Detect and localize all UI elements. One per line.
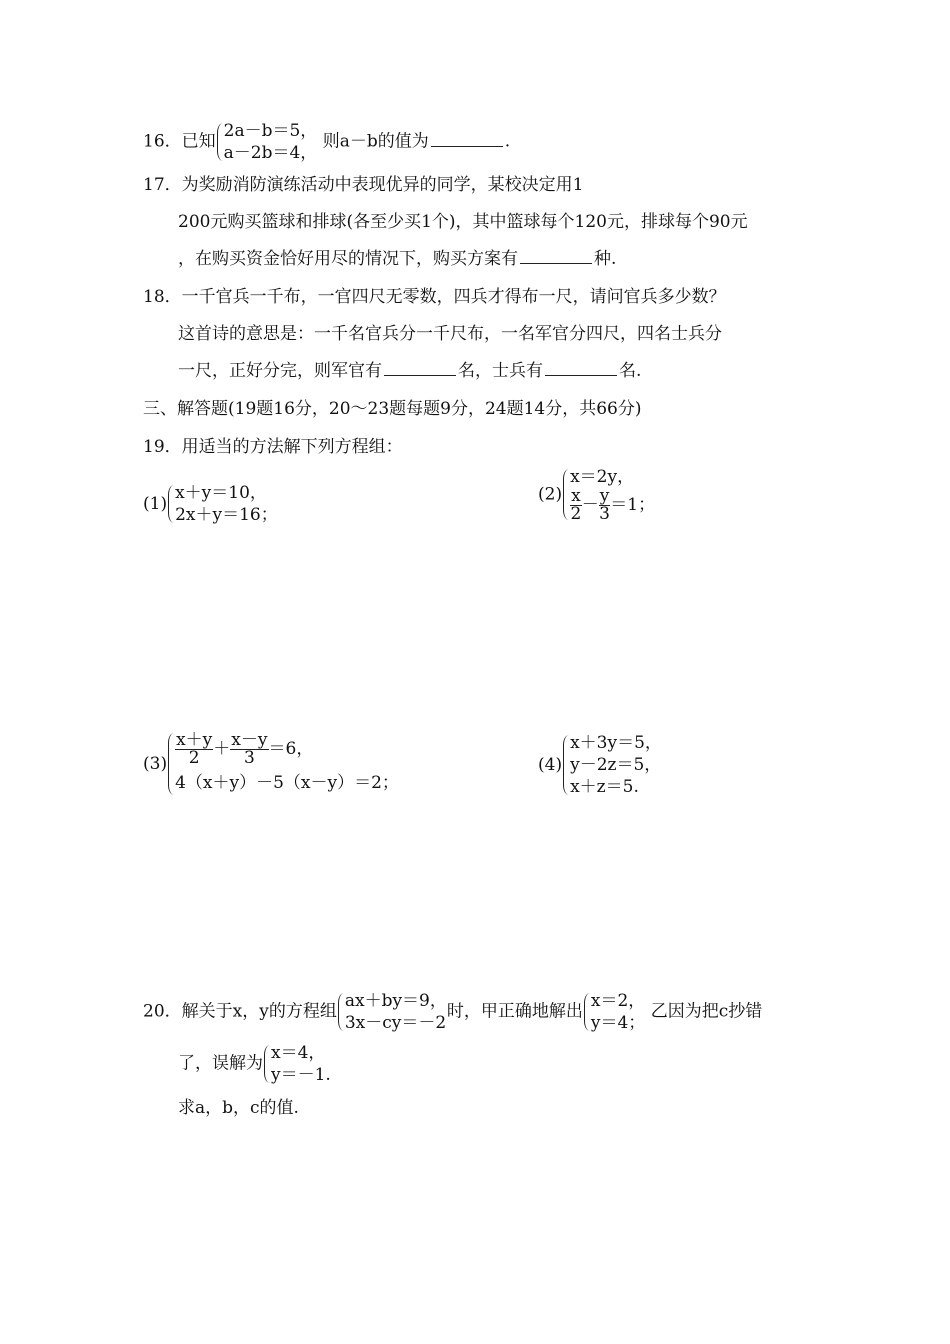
q18-text-line3b: 名，士兵有 bbox=[458, 361, 543, 381]
q19-part1-system bbox=[167, 482, 278, 526]
q19-part3-frac1-num: x＋y bbox=[176, 730, 213, 750]
q19-part1 bbox=[143, 482, 278, 526]
q20-text3: 乙因为把c抄错 bbox=[650, 1001, 763, 1022]
q19-part4-label: (4) bbox=[538, 755, 563, 775]
q18-number: 18． bbox=[143, 287, 182, 307]
section-3-title: 三、解答题(19题16分，20～23题每题9分，24题14分，共66分) bbox=[143, 399, 642, 419]
q19-part4-eq1: x＋3y＝5， bbox=[570, 733, 662, 753]
q19-part4-system bbox=[562, 732, 662, 798]
q18-line1 bbox=[143, 285, 726, 309]
q20-correct-y: y＝4； bbox=[590, 1013, 646, 1033]
q16-line bbox=[143, 120, 510, 164]
q17-line2 bbox=[178, 210, 748, 234]
q19-line bbox=[143, 435, 403, 459]
q19-part1-eq2: 2x＋y＝16； bbox=[175, 505, 278, 525]
q20-text2: 时，甲正确地解出 bbox=[446, 1001, 583, 1022]
q16-equation-system bbox=[216, 120, 318, 164]
q18-text-line3a: 一尺，正好分完，则军官有 bbox=[178, 361, 382, 381]
q20-text5: 求a，b，c的值. bbox=[178, 1098, 299, 1118]
q19-part3 bbox=[143, 730, 399, 798]
q20-line3 bbox=[178, 1096, 299, 1120]
section-3-heading bbox=[143, 397, 642, 421]
q19-part2-label: (2) bbox=[538, 484, 563, 505]
q18-text-line2: 这首诗的意思是：一千名官兵分一千尺布，一名军官分四尺，四名士兵分 bbox=[178, 324, 722, 344]
q20-text1: 解关于x，y的方程组 bbox=[181, 1001, 337, 1022]
q19-part2-eq2 bbox=[570, 488, 655, 523]
q17-number: 17． bbox=[143, 175, 182, 195]
q19-part3-frac1 bbox=[175, 732, 213, 767]
q17-line3 bbox=[178, 247, 616, 271]
q20-line2 bbox=[178, 1042, 331, 1086]
q19-part3-system bbox=[167, 730, 399, 798]
q20-equation-system bbox=[337, 990, 447, 1034]
q19-part3-plus: ＋ bbox=[213, 739, 231, 759]
q19-part2-frac2-num: y bbox=[599, 486, 610, 506]
q19-part2-frac1 bbox=[570, 488, 582, 523]
q19-part2-frac2 bbox=[599, 488, 611, 523]
q17-text-line1: 为奖励消防演练活动中表现优异的同学，某校决定用1 bbox=[181, 175, 584, 195]
q19-part3-eq1 bbox=[175, 730, 399, 768]
q19-part3-label: (3) bbox=[143, 754, 168, 774]
q18-text-line1: 一千官兵一千布，一官四尺无零数，四兵才得布一尺，请问官兵多少数？ bbox=[181, 287, 726, 307]
q17-text-line2: 200元购买篮球和排球(各至少买1个)，其中篮球每个120元，排球每个90元 bbox=[178, 212, 748, 232]
q18-line3 bbox=[178, 359, 641, 383]
q20-correct-x: x＝2， bbox=[590, 991, 646, 1011]
q19-part4 bbox=[538, 732, 662, 798]
q16-number: 16． bbox=[143, 131, 182, 152]
q19-part2-minus: － bbox=[581, 495, 599, 515]
q20-wrong-x: x＝4， bbox=[271, 1043, 326, 1063]
q17-answer-blank[interactable] bbox=[520, 247, 592, 264]
q19-part4-eq3: x＋z＝5. bbox=[570, 777, 639, 797]
q20-correct-solution bbox=[583, 990, 645, 1034]
q19-part2-eq1: x＝2y， bbox=[570, 467, 635, 487]
q20-eq1: ax＋by＝9， bbox=[344, 991, 447, 1011]
q16-answer-blank[interactable] bbox=[431, 130, 503, 147]
q17-line1 bbox=[143, 173, 583, 197]
q19-part4-eq2: y－2z＝5， bbox=[570, 755, 662, 775]
q16-end: . bbox=[504, 131, 511, 152]
q18-officer-blank[interactable] bbox=[384, 359, 456, 376]
q19-part2-frac2-den: 3 bbox=[599, 504, 610, 524]
q19-part3-frac2 bbox=[230, 732, 268, 767]
q20-wrong-y: y＝－1. bbox=[271, 1065, 331, 1085]
q19-part3-frac1-den: 2 bbox=[188, 748, 200, 768]
q16-eq1: 2a－b＝5， bbox=[223, 121, 318, 141]
q20-line1 bbox=[143, 990, 762, 1034]
q19-part2 bbox=[538, 466, 655, 523]
q20-wrong-solution bbox=[263, 1042, 331, 1086]
q18-soldier-blank[interactable] bbox=[545, 359, 617, 376]
q18-line2 bbox=[178, 322, 722, 346]
q19-part2-system bbox=[562, 466, 655, 523]
q19-part3-eq2: 4（x＋y）－5（x－y）＝2； bbox=[175, 773, 399, 793]
q19-number: 19． bbox=[143, 437, 182, 457]
q19-part3-rhs: ＝6， bbox=[268, 739, 314, 759]
q16-suffix: 则a－b的值为 bbox=[322, 131, 429, 152]
q16-prefix: 已知 bbox=[181, 131, 216, 152]
q20-number: 20． bbox=[143, 1001, 182, 1022]
q16-eq2: a－2b＝4， bbox=[223, 143, 318, 163]
q18-text-line3c: 名. bbox=[619, 361, 642, 381]
q19-part1-label: (1) bbox=[143, 494, 168, 514]
q19-part1-eq1: x＋y＝10， bbox=[175, 483, 267, 503]
q17-text-line3b: 种. bbox=[594, 249, 617, 269]
q20-text4: 了，误解为 bbox=[178, 1053, 263, 1074]
q20-eq2: 3x－cy＝－2 bbox=[344, 1013, 447, 1033]
q17-text-line3a: ，在购买资金恰好用尽的情况下，购买方案有 bbox=[178, 249, 518, 269]
q19-part2-frac1-den: 2 bbox=[570, 504, 582, 524]
q19-part3-frac2-num: x－y bbox=[231, 730, 268, 750]
q19-part3-frac2-den: 3 bbox=[243, 748, 255, 768]
q19-part2-frac1-num: x bbox=[571, 486, 581, 506]
q19-text: 用适当的方法解下列方程组： bbox=[181, 437, 403, 457]
q19-part2-rhs: ＝1； bbox=[610, 495, 656, 515]
